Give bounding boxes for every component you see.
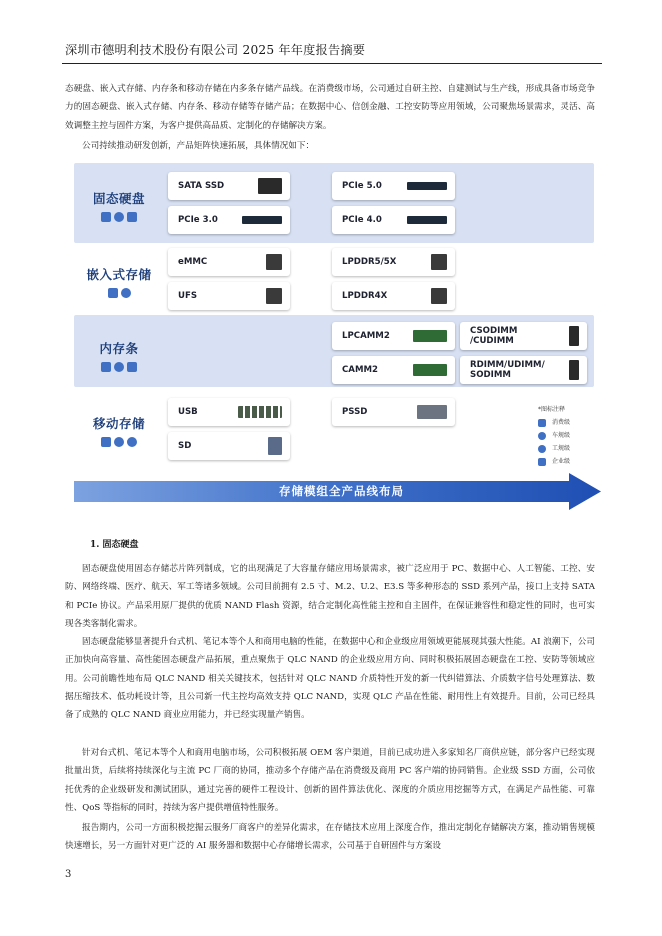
- category-ssd: [74, 189, 164, 222]
- product-label: SD: [178, 441, 192, 451]
- enterprise-icon: [538, 458, 546, 466]
- product-card-emmc: [168, 248, 290, 276]
- category-embedded-label: 嵌入式存储: [86, 267, 152, 282]
- consumer-icon: [108, 288, 118, 298]
- intro-paragraph-2: 公司持续推动研发创新，产品矩阵快速拓展，具体情况如下：: [82, 141, 315, 151]
- portable-ssd-image-icon: [417, 405, 447, 419]
- legend-item: 企业级: [552, 458, 571, 465]
- legend-item: 消费级: [552, 419, 571, 426]
- product-label: RDIMM/UDIMM/ SODIMM: [470, 360, 545, 380]
- section1-paragraph-3: 针对台式机、笔记本等个人和商用电脑市场，公司积极拓展 OEM 客户渠道，目前已成功进入多家知名厂商供应链，部分客户已经实现批量出货，后续将持续深化与主流 PC 厂商的协同，推动多个存储产品在消费级及商用 PC 客户端的协同销售。企业级 SSD 方面，公司依托优秀的企业级研发和测试团队，通过完善的硬件工程设计、创新的固件算法优化、深度的介质应用挖掘等方式，在满足产品性能、可靠性、QoS 等指标的同时，持续为客户提供增值特性服务。: [65, 748, 595, 813]
- legend-title: *图标注释: [538, 406, 566, 413]
- category-ssd-label: 固态硬盘: [92, 191, 145, 206]
- consumer-icon: [101, 362, 111, 372]
- category-memory: [74, 339, 164, 372]
- memory-module-image-icon: [413, 330, 447, 342]
- section-heading-ssd: 1. 固态硬盘: [90, 540, 139, 550]
- product-card-sd: [168, 432, 290, 460]
- product-card-camm2: [332, 356, 455, 384]
- memory-stick-image-icon: [569, 326, 579, 346]
- industrial-icon: [121, 288, 131, 298]
- m2-ssd-image-icon: [242, 216, 282, 224]
- consumer-icon: [101, 212, 111, 222]
- industrial-icon: [114, 362, 124, 372]
- product-card-rdimm: [460, 356, 587, 384]
- product-card-pcie30: [168, 206, 290, 234]
- product-card-lpcamm2: [332, 322, 455, 350]
- product-line-diagram: [74, 163, 601, 510]
- product-card-lpddr4: [332, 282, 455, 310]
- product-card-sata-ssd: [168, 172, 290, 200]
- section1-paragraph-4: 报告期内，公司一方面积极挖掘云服务厂商客户的差异化需求，在存储技术应用上深度合作，推出定制化存储解决方案，推动销售规模快速增长，另一方面针对更广泛的 AI 服务器和数据中心存储增长需求，公司基于自研固件与方案设: [65, 823, 595, 852]
- memory-module-image-icon: [413, 364, 447, 376]
- automotive-icon: [127, 437, 137, 447]
- ssd-image-icon: [258, 178, 282, 194]
- product-label: SATA SSD: [178, 181, 225, 191]
- legend-item: 工规级: [552, 445, 571, 452]
- page-number: 3: [65, 869, 72, 880]
- legend-item: 车规级: [552, 432, 571, 439]
- section1-paragraph-2: 固态硬盘能够显著提升台式机、笔记本等个人和商用电脑的性能，在数据中心和企业级应用领域更能展现其强大性能。AI 浪潮下，公司正加快向高容量、高性能固态硬盘产品拓展，重点聚焦于 QLC NAND 的企业级应用方向、同时积极拓展固态硬盘在工控、安防等领域应用。公司前瞻性地布局 QLC NAND 相关关键技术，包括针对 QLC NAND 介质特性开发的新一代纠错算法、介质数字信号处理算法、数据压缩技术、低功耗设计等，且公司新一代主控均高效支持 QLC NAND，实现 QLC 产品在性能、耐用性上有效提升。目前，公司已经具备了成熟的 QLC NAND 商业应用能力，并已经实现量产销售。: [65, 637, 595, 721]
- industrial-icon: [114, 212, 124, 222]
- category-embedded: [74, 265, 164, 298]
- product-label: LPDDR5/5X: [342, 257, 397, 267]
- chip-image-icon: [266, 254, 282, 270]
- product-card-lpddr5: [332, 248, 455, 276]
- product-label: PCIe 4.0: [342, 215, 382, 225]
- product-card-ufs: [168, 282, 290, 310]
- header-divider: [62, 63, 602, 64]
- category-mobile: [74, 414, 164, 447]
- category-mobile-label: 移动存储: [92, 416, 145, 431]
- product-card-pcie50: [332, 172, 455, 200]
- automotive-icon: [538, 432, 546, 440]
- product-label: UFS: [178, 291, 198, 301]
- usb-drive-image-icon: [238, 406, 282, 418]
- product-label: PCIe 3.0: [178, 215, 218, 225]
- consumer-icon: [101, 437, 111, 447]
- m2-ssd-image-icon: [407, 182, 447, 190]
- product-card-csodimm: [460, 322, 587, 350]
- chip-image-icon: [266, 288, 282, 304]
- section1-paragraph-1: 固态硬盘使用固态存储芯片阵列制成，它的出现满足了大容量存储应用场景需求，被广泛应用于 PC、数据中心、人工智能、工控、安防、网络终端、医疗、航天、军工等诸多领域。公司目前拥有 2.5 寸、M.2、U.2、E3.S 等多种形态的 SSD 系列产品，接口上支持 SATA 和 PCIe 协议。产品采用原厂提供的优质 NAND Flash 资源，结合定制化高性能主控和自主固件，在保证兼容性和稳定性的同时，也可实现各类客制化需求。: [65, 564, 595, 629]
- enterprise-icon: [127, 212, 137, 222]
- m2-ssd-image-icon: [407, 216, 447, 224]
- icon-legend: [538, 403, 570, 468]
- memory-stick-image-icon: [569, 360, 579, 380]
- chip-image-icon: [431, 288, 447, 304]
- product-label: PSSD: [342, 407, 368, 417]
- industrial-icon: [114, 437, 124, 447]
- chip-image-icon: [431, 254, 447, 270]
- product-label: eMMC: [178, 257, 208, 267]
- product-label: CSODIMM /CUDIMM: [470, 326, 518, 346]
- product-card-usb: [168, 398, 290, 426]
- enterprise-icon: [127, 362, 137, 372]
- sd-card-image-icon: [268, 437, 282, 455]
- product-label: PCIe 5.0: [342, 181, 382, 191]
- intro-paragraph-1: 态硬盘、嵌入式存储、内存条和移动存储在内多条存储产品线。在消费级市场，公司通过自研主控、自建测试与生产线，形成具备市场竞争力的固态硬盘、嵌入式存储、内存条、移动存储等存储产品；在数据中心、信创金融、工控安防等应用领域，公司聚焦场景需求，灵活、高效调整主控与固件方案，为客户提供高品质、定制化的存储解决方案。: [65, 84, 595, 131]
- product-label: LPDDR4X: [342, 291, 388, 301]
- product-label: LPCAMM2: [342, 331, 390, 341]
- category-memory-label: 内存条: [99, 341, 139, 356]
- arrow-label: 存储模组全产品线布局: [279, 484, 404, 498]
- product-card-pssd: [332, 398, 455, 426]
- product-label: USB: [178, 407, 198, 417]
- consumer-icon: [538, 419, 546, 427]
- industrial-icon: [538, 445, 546, 453]
- product-card-pcie40: [332, 206, 455, 234]
- report-header-title: 深圳市德明利技术股份有限公司 2025 年年度报告摘要: [65, 43, 366, 57]
- product-label: CAMM2: [342, 365, 379, 375]
